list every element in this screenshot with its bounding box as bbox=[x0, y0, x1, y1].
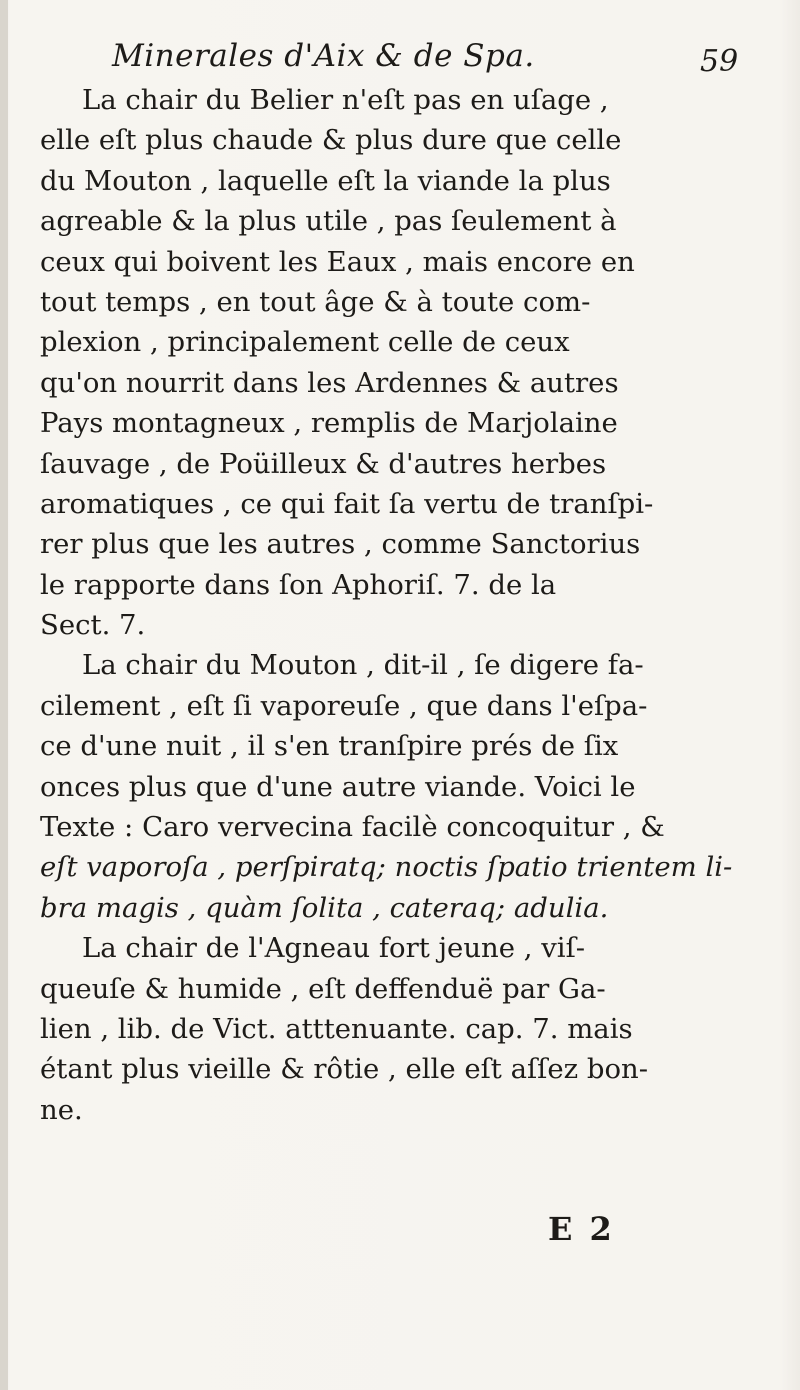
text-line: qu'on nourrit dans les Ardennes & autres bbox=[40, 366, 619, 399]
text-line: onces plus que d'une autre viande. Voici le bbox=[40, 770, 636, 803]
text-line: ne. bbox=[40, 1093, 83, 1126]
text-line: La chair de l'Agneau fort jeune , viſ- bbox=[82, 932, 586, 965]
text-line: ceux qui boivent les Eaux , mais encore en bbox=[40, 245, 635, 278]
text-line: Sect. 7. bbox=[40, 609, 146, 642]
text-line: le rapporte dans ſon Aphoriſ. 7. de la bbox=[40, 568, 557, 601]
signature-mark: E 2 bbox=[548, 1210, 615, 1248]
text-line: cilement , eſt ſi vaporeuſe , que dans l'eſpa- bbox=[40, 689, 648, 722]
text-line: Pays montagneux , remplis de Marjolaine bbox=[40, 407, 618, 440]
latin-quote-line: eſt vaporoſa , perſpiratq; noctis ſpatio trientem li- bbox=[40, 851, 733, 884]
latin-quote-line: bra magis , quàm ſolita , cateraq; adulia. bbox=[40, 891, 609, 924]
text-line: tout temps , en tout âge & à toute com- bbox=[40, 285, 591, 318]
body-text bbox=[40, 80, 785, 1130]
text-line: La chair du Mouton , dit-il , ſe digere fa- bbox=[82, 649, 644, 682]
text-line: du Mouton , laquelle eſt la viande la plus bbox=[40, 164, 611, 197]
text-line: aromatiques , ce qui fait ſa vertu de tranſpi- bbox=[40, 487, 654, 520]
text-line: lien , lib. de Vict. atttenuante. cap. 7. mais bbox=[40, 1012, 633, 1045]
text-line: ſauvage , de Poüilleux & d'autres herbes bbox=[40, 447, 607, 480]
text-line: elle eſt plus chaude & plus dure que celle bbox=[40, 124, 622, 157]
page-gutter bbox=[0, 0, 8, 1390]
text-line: queuſe & humide , eſt deffenduë par Ga- bbox=[40, 972, 606, 1005]
text-line: plexion , principalement celle de ceux bbox=[40, 326, 570, 359]
text-line: Texte : Caro vervecina facilè concoquitur , & bbox=[40, 811, 665, 844]
running-head: Minerales d'Aix & de Spa. bbox=[112, 38, 535, 74]
text-line: agreable & la plus utile , pas ſeulement à bbox=[40, 205, 617, 238]
text-line: étant plus vieille & rôtie , elle eſt aſſez bon- bbox=[40, 1053, 649, 1086]
text-line: La chair du Belier n'eſt pas en uſage , bbox=[82, 84, 609, 116]
text-line: rer plus que les autres , comme Sanctorius bbox=[40, 528, 641, 561]
text-line: ce d'une nuit , il s'en tranſpire prés de ſix bbox=[40, 730, 619, 763]
page-number: 59 bbox=[700, 44, 739, 79]
